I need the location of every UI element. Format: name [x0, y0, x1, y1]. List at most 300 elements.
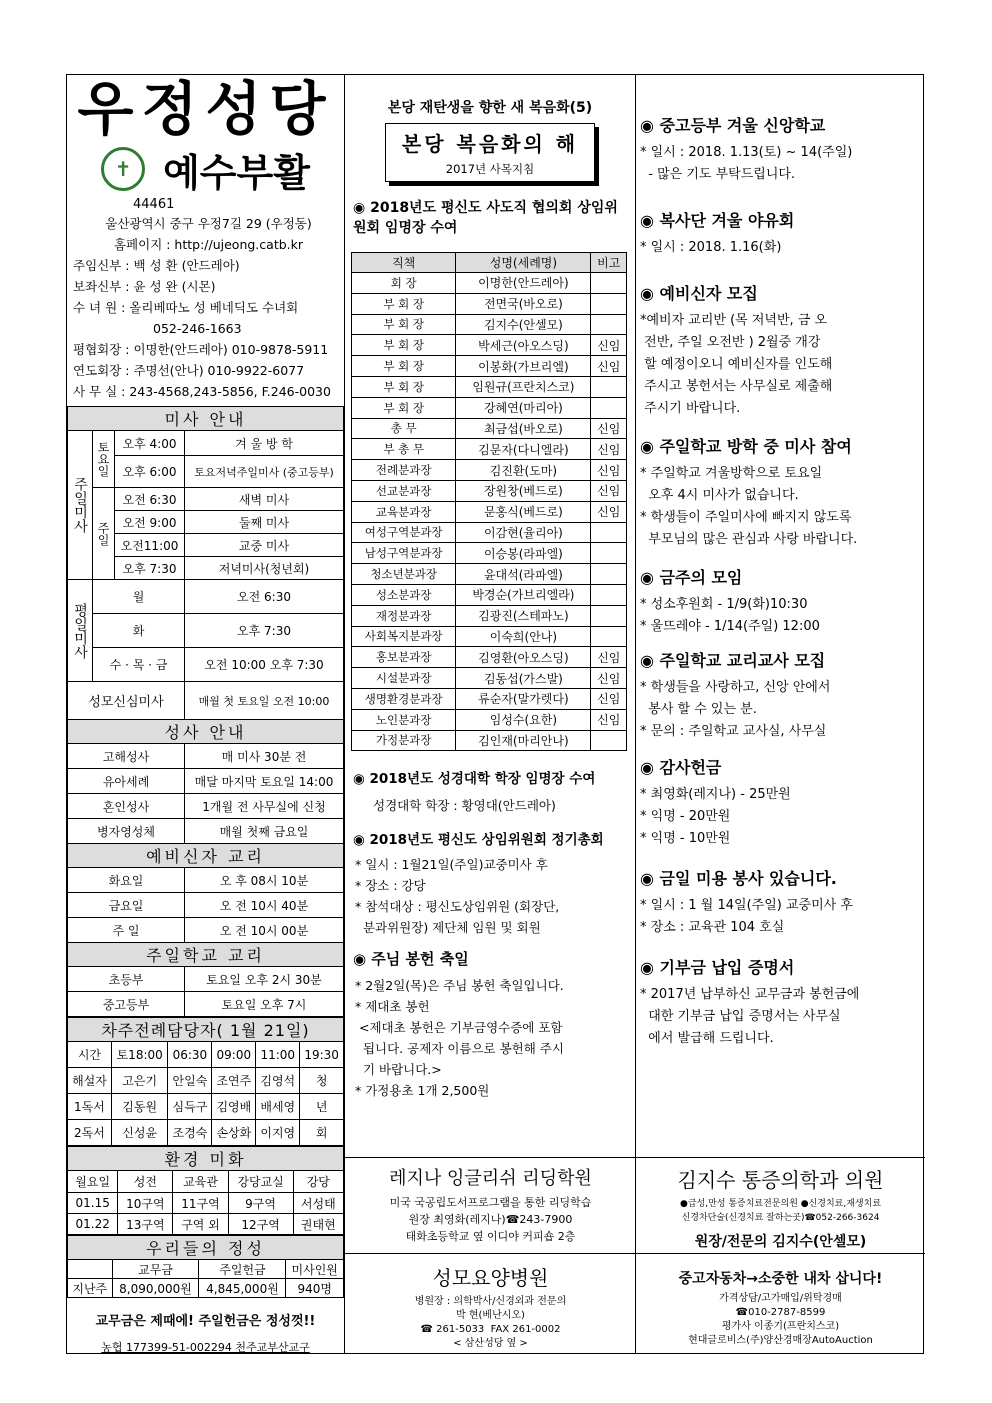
officer-role: 가정분과장	[352, 730, 456, 751]
address: 울산광역시 중구 우정7길 29 (우정동)	[105, 216, 312, 231]
sacrament-name: 병자영성체	[68, 819, 185, 844]
liturgy-cell: 김영배	[212, 1094, 256, 1120]
officer-row	[352, 335, 627, 356]
mass-table	[67, 406, 344, 1017]
liturgy-cell: 해설자	[68, 1068, 112, 1094]
notice-body	[640, 142, 919, 186]
notice-line: * 익명 - 20만원	[640, 809, 731, 824]
notice-line: * 일시 : 1 월 14일(주일) 교중미사 후	[640, 898, 853, 913]
liturgy-table	[67, 1017, 344, 1146]
ad3-title: 성모요양병원	[432, 1266, 549, 1290]
officer-row	[352, 626, 627, 647]
general-meeting-body	[345, 848, 635, 938]
officer-name: 임원규(프란치스코)	[456, 376, 591, 397]
officer-note: 신임	[591, 501, 627, 522]
officer-role: 부 회 장	[352, 397, 456, 418]
officer-name: 이봉화(가브리엘)	[456, 356, 591, 377]
text-line: * 제대초 봉헌	[355, 999, 430, 1015]
notice-line: * 최영화(레지나) - 25만원	[640, 787, 791, 802]
text-line: < 삼산성당 옆 >	[453, 1338, 528, 1349]
notice-line: * 학생들을 사랑하고, 신앙 안에서	[640, 680, 831, 695]
liturgy-header: 토18:00	[111, 1042, 168, 1068]
ad2-body	[636, 1197, 925, 1225]
notice-line: 대한 기부금 납입 증명서는 사무실	[640, 1009, 841, 1024]
council-heading: ◉ 2018년도 평신도 사도직 협의회 상임위원회 임명장 수여	[353, 200, 618, 236]
cleaning-table	[67, 1146, 344, 1235]
officer-note	[591, 314, 627, 335]
mass-name: 토요저녁주일미사 (중고등부)	[185, 456, 344, 488]
catechumen-title: 예비신자 교리	[68, 844, 344, 868]
class-time: 오 후 08시 10분	[185, 868, 344, 893]
sacrament-name: 고해성사	[68, 744, 185, 769]
cleaning-header: 성전	[118, 1171, 173, 1193]
officer-row	[352, 314, 627, 335]
class-day: 화요일	[68, 868, 185, 893]
officer-note	[591, 626, 627, 647]
notice-heading: ◉ 중고등부 겨울 신앙학교	[640, 116, 826, 135]
presentation-feast-heading: ◉ 주님 봉헌 축일	[353, 950, 469, 969]
officer-role: 시설분과장	[352, 668, 456, 689]
officer-row	[352, 688, 627, 709]
offering-slogan: 교무금은 제때에! 주일헌금은 정성껏!!	[95, 1314, 316, 1329]
notice-heading: ◉ 금주의 모임	[640, 568, 743, 587]
mass-time: 오후 6:00	[115, 456, 185, 488]
weekday-time: 오전 6:30	[185, 580, 344, 614]
sacrament-name: 유아세례	[68, 769, 185, 794]
text-line: ☎ 261-5033 FAX 261-0002	[420, 1324, 561, 1335]
offering-cell: 8,090,000원	[112, 1279, 199, 1298]
liturgy-cell: 김영석	[256, 1068, 300, 1094]
officer-role: 사회복지분과장	[352, 626, 456, 647]
officer-row	[352, 356, 627, 377]
officer-role: 성소분과장	[352, 584, 456, 605]
officer-note: 신임	[591, 647, 627, 668]
cleaning-cell: 구역 외	[173, 1214, 228, 1235]
liturgy-cell: 1독서	[68, 1094, 112, 1120]
mass-time: 오전11:00	[115, 534, 185, 557]
officer-row	[352, 543, 627, 564]
notice-line: * 문의 : 주일학교 교사실, 사무실	[640, 724, 827, 739]
class-day: 금요일	[68, 893, 185, 918]
parish-info	[67, 197, 344, 402]
officer-note: 신임	[591, 356, 627, 377]
notice-body	[640, 895, 919, 939]
school-time: 토요일 오후 2시 30분	[185, 967, 344, 992]
notice-line: * 학생들이 주일미사에 빠지지 않도록	[640, 510, 852, 525]
sunday-label: 주일	[93, 488, 115, 580]
officer-note	[591, 522, 627, 543]
officer-note: 신임	[591, 688, 627, 709]
officer-note: 신임	[591, 480, 627, 501]
notice-heading: ◉ 주일학교 방학 중 미사 참여	[640, 437, 852, 456]
officer-name: 김문자(다니엘라)	[456, 439, 591, 460]
notice-body	[640, 784, 919, 850]
liturgy-cell: 2독서	[68, 1120, 112, 1146]
mass-name: 새벽 미사	[185, 488, 344, 511]
notice-body	[640, 984, 919, 1050]
notices	[636, 75, 925, 1050]
marian-mass-label: 성모신심미사	[68, 682, 185, 720]
officer-role: 선교분과장	[352, 480, 456, 501]
officer-role: 남성구역분과장	[352, 543, 456, 564]
cleaning-header: 강당교실	[228, 1171, 293, 1193]
notice-heading: ◉ 기부금 납입 증명서	[640, 958, 795, 977]
officer-name: 김인재(마리안나)	[456, 730, 591, 751]
bible-college-heading: ◉ 2018년도 성경대학 학장 임명장 수여	[353, 771, 596, 788]
officer-role: 회 장	[352, 273, 456, 294]
notice-line: *예비자 교리반 (목 저녁반, 금 오	[640, 313, 828, 328]
text-line: 됩니다. 공제자 이름으로 봉헌해 주시	[355, 1041, 564, 1057]
notice-heading: ◉ 금일 미용 봉사 있습니다.	[640, 869, 837, 888]
officer-role: 재정분과장	[352, 605, 456, 626]
bulletin-page	[66, 74, 924, 1354]
council-president: 평협회장 : 이명한(안드레아) 010-9878-5911	[73, 342, 329, 357]
notice-line: 에서 발급해 드립니다.	[640, 1031, 774, 1046]
mass-time: 오전 9:00	[115, 511, 185, 534]
offering-cell: 지난주	[68, 1279, 113, 1298]
cleaning-header: 월요일	[68, 1171, 118, 1193]
ad4-title: 중고자동차→소중한 내차 삽니다!	[678, 1271, 883, 1287]
officer-role: 여성구역분과장	[352, 522, 456, 543]
offering-table	[67, 1235, 344, 1298]
notice-body	[640, 463, 919, 551]
ad3-body	[345, 1295, 636, 1351]
officer-row	[352, 709, 627, 730]
text-line: 가격상담/고가매입/위탁경매	[719, 1293, 842, 1304]
notice-line: 부모님의 많은 관심과 사랑 바랍니다.	[640, 532, 858, 547]
officer-row	[352, 376, 627, 397]
convent-phone: 052-246-1663	[153, 321, 242, 336]
notice-line: * 울뜨레야 - 1/14(주일) 12:00	[640, 619, 820, 634]
cleaning-cell: 권태현	[293, 1214, 343, 1235]
text-line: ●급성,만성 통증치료전문의원 ●신경치료,재생치료	[679, 1199, 882, 1209]
weekday-time: 오전 10:00 오후 7:30	[185, 648, 344, 682]
officer-note	[591, 605, 627, 626]
officer-role: 노인분과장	[352, 709, 456, 730]
notice-line: * 익명 - 10만원	[640, 831, 731, 846]
weekday-time: 오후 7:30	[185, 614, 344, 648]
liturgy-cell: 조연주	[212, 1068, 256, 1094]
ad2-footer: 원장/전문의 김지수(안셀모)	[694, 1234, 867, 1250]
officer-note	[591, 273, 627, 294]
marian-mass-time: 매월 첫 토요일 오전 10:00	[185, 682, 344, 720]
officer-note: 신임	[591, 709, 627, 730]
cleaning-cell: 01.22	[68, 1214, 118, 1235]
logo-row	[67, 141, 344, 197]
notice-body	[640, 310, 919, 420]
school-grade: 중고등부	[68, 992, 185, 1017]
officer-note	[591, 584, 627, 605]
officer-row	[352, 480, 627, 501]
mass-name: 교중 미사	[185, 534, 344, 557]
mass-time: 오후 4:00	[115, 431, 185, 456]
officer-row	[352, 564, 627, 585]
ad1-title: 레지나 잉글리쉬 리딩학원	[389, 1168, 592, 1189]
officer-note: 신임	[591, 460, 627, 481]
officer-row	[352, 273, 627, 294]
liturgy-header: 09:00	[212, 1042, 256, 1068]
text-line: 병원장 : 의학박사/신경외과 전문의	[414, 1296, 567, 1307]
liturgy-cell: 이지영	[256, 1120, 300, 1146]
text-line: 기 바랍니다.>	[355, 1062, 442, 1078]
mass-time: 오전 6:30	[115, 488, 185, 511]
sacrament-name: 혼인성사	[68, 794, 185, 819]
officer-note: 신임	[591, 439, 627, 460]
notice-line: 봉사 할 수 있는 분.	[640, 702, 757, 717]
weekday: 수 · 목 · 금	[93, 648, 185, 682]
liturgy-cell: 청	[300, 1068, 344, 1094]
officer-role: 총 무	[352, 418, 456, 439]
liturgy-cell: 년	[300, 1094, 344, 1120]
officer-name: 김진환(도마)	[456, 460, 591, 481]
notice-line: 주시기 바랍니다.	[640, 401, 741, 416]
officers-header: 직책	[352, 253, 456, 273]
officer-row	[352, 522, 627, 543]
offering-cell: 4,845,000원	[199, 1279, 286, 1298]
parish-title: 우정성당	[77, 75, 334, 143]
officer-note	[591, 730, 627, 751]
liturgy-header: 시간	[68, 1042, 112, 1068]
cleaning-header: 교육관	[173, 1171, 228, 1193]
text-line: <제대초 봉헌은 기부금영수증에 포함	[355, 1020, 563, 1036]
liturgy-cell: 안일숙	[168, 1068, 212, 1094]
weekday: 월	[93, 580, 185, 614]
officer-name: 류순자(말가렛다)	[456, 688, 591, 709]
offering-header: 미사인원	[286, 1260, 344, 1279]
officer-row	[352, 460, 627, 481]
officer-role: 교육분과장	[352, 501, 456, 522]
sacrament-time: 매달 마지막 토요일 14:00	[185, 769, 344, 794]
cleaning-cell: 12구역	[228, 1214, 293, 1235]
text-line: ☎010-2787-8599	[735, 1307, 826, 1318]
officer-row	[352, 501, 627, 522]
school-grade: 초등부	[68, 967, 185, 992]
notice-body	[640, 237, 919, 259]
officer-note: 신임	[591, 668, 627, 689]
women-president: 연도회장 : 주명선(안나) 010-9922-6077	[73, 363, 305, 378]
officer-row	[352, 605, 627, 626]
offering-title: 우리들의 정성	[68, 1236, 344, 1260]
text-line: * 참석대상 : 평신도상임위원 (회장단,	[355, 899, 560, 915]
office-phone: 사 무 실 : 243-4568,243-5856, F.246-0030	[73, 384, 331, 399]
series-title: 본당 재탄생을 향한 새 복음화(5)	[387, 100, 593, 116]
officer-role: 청소년분과장	[352, 564, 456, 585]
offering-cell: 940명	[286, 1279, 344, 1298]
ad-pain-clinic	[636, 1157, 925, 1253]
officer-name: 김동섭(가스발)	[456, 668, 591, 689]
officer-role: 부 회 장	[352, 314, 456, 335]
pastoral-subtitle: 2017년 사목지침	[445, 162, 535, 176]
pastor: 주임신부 : 백 성 환 (안드레아)	[73, 258, 240, 273]
officer-role: 부 회 장	[352, 293, 456, 314]
text-line: 신경차단술(신경치료 잘하는곳)☎052-266-3624	[681, 1213, 880, 1223]
cleaning-cell: 01.15	[68, 1193, 118, 1214]
class-day: 주 일	[68, 918, 185, 943]
liturgy-cell: 조경숙	[168, 1120, 212, 1146]
sacrament-time: 매월 첫째 금요일	[185, 819, 344, 844]
ad4-body	[636, 1292, 925, 1348]
cleaning-title: 환경 미화	[68, 1147, 344, 1171]
notice-line: * 일시 : 2018. 1.13(토) ~ 14(주일)	[640, 145, 853, 160]
mass-name: 겨 울 방 학	[185, 431, 344, 456]
assistant-pastor: 보좌신부 : 윤 성 완 (시몬)	[73, 279, 216, 294]
saturday-label: 토요일	[93, 431, 115, 488]
text-line: 태화초등학교 옆 이디야 커피숍 2층	[405, 1230, 576, 1243]
text-line: * 일시 : 1월21일(주일)교중미사 후	[355, 857, 548, 873]
officer-name: 전면국(바오로)	[456, 293, 591, 314]
text-line: * 장소 : 강당	[355, 878, 426, 894]
liturgy-cell: 회	[300, 1120, 344, 1146]
cleaning-cell: 13구역	[118, 1214, 173, 1235]
text-line: 평가사 이종기(프란치스코)	[721, 1321, 840, 1332]
officer-name: 이명한(안드레아)	[456, 273, 591, 294]
notice-line: * 성소후원회 - 1/9(화)10:30	[640, 597, 808, 612]
class-time: 오 전 10시 40분	[185, 893, 344, 918]
cleaning-cell: 서성태	[293, 1193, 343, 1214]
liturgy-cell: 고은기	[111, 1068, 168, 1094]
text-line: * 2월2일(목)은 주님 봉헌 축일입니다.	[355, 978, 564, 994]
officer-note: 신임	[591, 335, 627, 356]
officers-table	[351, 252, 627, 751]
officer-row	[352, 730, 627, 751]
convent: 수 녀 원 : 올리베따노 성 베네딕도 수녀회	[73, 300, 299, 315]
officer-note	[591, 564, 627, 585]
text-line: * 가정용초 1개 2,500원	[355, 1083, 490, 1099]
officer-role: 전례분과장	[352, 460, 456, 481]
notice-line: 오후 4시 미사가 없습니다.	[640, 488, 799, 503]
notice-line: * 장소 : 교육관 104 호실	[640, 920, 785, 935]
sunday-mass-label: 주일미사	[68, 431, 93, 580]
homepage-link[interactable]: 홈페이지 : http://ujeong.catb.kr	[113, 237, 304, 252]
officer-name: 박경순(가브리엘라)	[456, 584, 591, 605]
notice-line: * 주일학교 겨울방학으로 토요일	[640, 466, 823, 481]
notice-heading: ◉ 복사단 겨울 야유회	[640, 211, 795, 230]
ad1-body	[345, 1194, 636, 1245]
officer-name: 이감현(율리아)	[456, 522, 591, 543]
offering-header: 주일헌금	[199, 1260, 286, 1279]
notice-body	[640, 594, 919, 638]
officer-role: 부 회 장	[352, 356, 456, 377]
officer-note	[591, 376, 627, 397]
officer-name: 문홍식(베드로)	[456, 501, 591, 522]
mass-name: 둘째 미사	[185, 511, 344, 534]
officer-name: 이숙희(안나)	[456, 626, 591, 647]
liturgy-cell: 신성윤	[111, 1120, 168, 1146]
officer-name: 김광진(스테파노)	[456, 605, 591, 626]
officer-row	[352, 647, 627, 668]
pastoral-box	[385, 123, 595, 182]
notice-heading: ◉ 주일학교 교리교사 모집	[640, 651, 826, 670]
notice-line: * 일시 : 2018. 1.16(화)	[640, 240, 782, 255]
cleaning-cell: 9구역	[228, 1193, 293, 1214]
liturgy-title: 차주전례담당자( 1월 21일)	[68, 1018, 344, 1042]
weekday-mass-label: 평일미사	[68, 580, 93, 682]
officer-note	[591, 293, 627, 314]
ad-used-car	[636, 1253, 925, 1355]
general-meeting-heading: ◉ 2018년도 평신도 상임위원회 정기총회	[353, 832, 604, 849]
liturgy-header: 06:30	[168, 1042, 212, 1068]
notice-body	[640, 677, 919, 743]
pastoral-title: 본당 복음화의 해	[401, 132, 579, 156]
mass-time: 오후 7:30	[115, 557, 185, 580]
officer-row	[352, 584, 627, 605]
officer-note	[591, 543, 627, 564]
text-line: 박 현(베난시오)	[456, 1310, 525, 1321]
cleaning-cell: 10구역	[118, 1193, 173, 1214]
officer-name: 김영환(아오스딩)	[456, 647, 591, 668]
sacrament-title: 성사 안내	[68, 720, 344, 744]
notice-line: - 많은 기도 부탁드립니다.	[640, 167, 796, 182]
officer-name: 임성수(요한)	[456, 709, 591, 730]
officer-row	[352, 668, 627, 689]
sacrament-time: 매 미사 30분 전	[185, 744, 344, 769]
officer-name: 최금섭(바오로)	[456, 418, 591, 439]
parish-subtitle: 예수부활	[163, 149, 310, 195]
ad-hospital	[345, 1253, 636, 1355]
text-line: 원장 최영화(레지나)☎243-7900	[408, 1213, 573, 1226]
text-line: 미국 국공립도서프로그램을 통한 리딩학습	[389, 1196, 592, 1209]
text-line: 분과위원장) 제단체 임원 및 회원	[355, 920, 541, 936]
notice-heading: ◉ 예비신자 모집	[640, 284, 758, 303]
weekday: 화	[93, 614, 185, 648]
ad2-title: 김지수 통증의학과 의원	[677, 1168, 884, 1192]
bible-college-body: 성경대학 학장 : 황영대(안드레아)	[373, 798, 556, 814]
officer-row	[352, 439, 627, 460]
offering-header	[68, 1260, 113, 1279]
officers-header: 성명(세례명)	[456, 253, 591, 273]
officer-role: 부 회 장	[352, 376, 456, 397]
notice-line: * 2017년 납부하신 교무금과 봉헌금에	[640, 987, 860, 1002]
mass-name: 저녁미사(청년회)	[185, 557, 344, 580]
officer-name: 박세근(아오스딩)	[456, 335, 591, 356]
officer-role: 홍보분과장	[352, 647, 456, 668]
officer-name: 김지수(안셀모)	[456, 314, 591, 335]
left-column	[67, 75, 345, 1353]
officer-row	[352, 397, 627, 418]
officer-name: 윤대석(라파엘)	[456, 564, 591, 585]
liturgy-cell: 심득구	[168, 1094, 212, 1120]
officer-row	[352, 293, 627, 314]
officer-role: 생명환경분과장	[352, 688, 456, 709]
liturgy-header: 19:30	[300, 1042, 344, 1068]
officer-note: 신임	[591, 418, 627, 439]
postal-code: 44461	[133, 197, 175, 212]
notice-line: 주시고 봉헌서는 사무실로 제출해	[640, 379, 833, 394]
sacrament-time: 1개월 전 사무실에 신청	[185, 794, 344, 819]
notice-line: 할 예정이오니 예비신자를 인도해	[640, 357, 833, 372]
cleaning-cell: 11구역	[173, 1193, 228, 1214]
cleaning-header: 강당	[293, 1171, 343, 1193]
officer-row	[352, 418, 627, 439]
officer-note	[591, 397, 627, 418]
text-line: 현대글로비스(주)양산경매장AutoAuction	[688, 1335, 873, 1346]
notice-heading: ◉ 감사헌금	[640, 758, 722, 777]
bank-account: 농협 177399-51-002294 천주교부산교구	[101, 1341, 310, 1354]
officer-name: 이승봉(라파엘)	[456, 543, 591, 564]
school-time: 토요일 오후 7시	[185, 992, 344, 1017]
officers-header: 비고	[591, 253, 627, 273]
offering-header: 교무금	[112, 1260, 199, 1279]
officer-role: 부 총 무	[352, 439, 456, 460]
officer-role: 부 회 장	[352, 335, 456, 356]
liturgy-cell: 손상화	[212, 1120, 256, 1146]
liturgy-cell: 배세영	[256, 1094, 300, 1120]
notice-line: 전반, 주일 오전반 ) 2월중 개강	[640, 335, 821, 350]
ad-english-academy	[345, 1157, 636, 1253]
liturgy-header: 11:00	[256, 1042, 300, 1068]
sunday-school-title: 주일학교 교리	[68, 943, 344, 967]
officer-name: 장원창(베드로)	[456, 480, 591, 501]
